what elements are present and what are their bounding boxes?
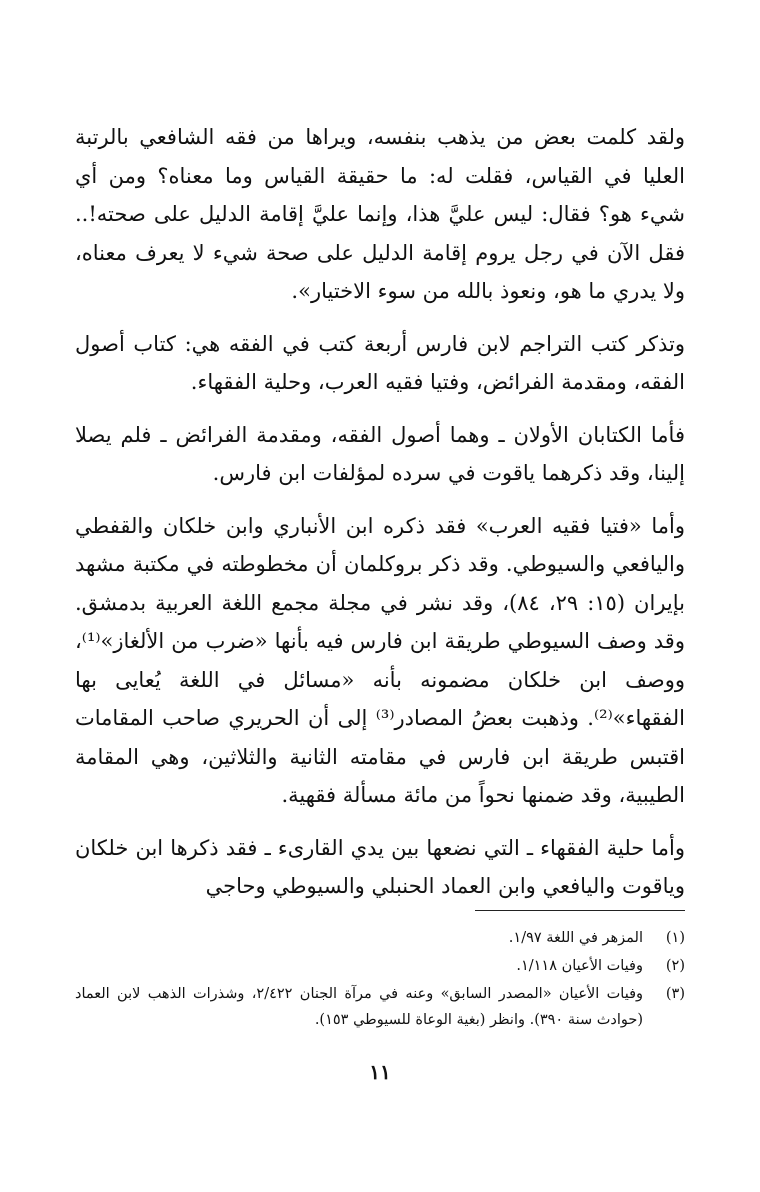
footnote-number: (٢): [665, 958, 685, 974]
page-number: ١١: [369, 1060, 391, 1084]
paragraph-4: وأما «فتيا فقيه العرب» فقد ذكره ابن الأنباري وابن خلكان والقفطي واليافعي والسيوطي. وقد ذكر بروكلمان أن مخطوطته في مكتبة مشهد بإيران (١٥: ٢٩، ٨٤)، وقد نشر في مجلة مجمع اللغة العربية بدمشق. وقد وصف السيوطي طريقة ابن فارس فيه بأنها «ضرب من الألغاز»⁽¹⁾، ووصف ابن خلكان مضمونه بأنه «مسائل في اللغة يُعايى بها الفقهاء»⁽²⁾. وذهبت بعضُ المصادر⁽³⁾ إلى أن الحريري صاحب المقامات اقتبس طريقة ابن فارس في مقامته الثانية والثلاثين، وهي المقامة الطيبية، وقد ضمنها نحواً من مائة مسألة فقهية.: [75, 513, 685, 807]
footnotes: [75, 925, 685, 1035]
footnote-divider: [475, 910, 685, 911]
footnote-2: [75, 953, 685, 979]
paragraph-5: وأما حلية الفقهاء ـ التي نضعها بين يدي القارىء ـ فقد ذكرها ابن خلكان وياقوت واليافعي وابن العماد الحنبلي والسيوطي وحاجي: [75, 835, 685, 898]
footnote-1: [75, 925, 685, 951]
footnote-text: وفيات الأعيان ١/١١٨.: [516, 958, 643, 974]
footnote-text: وفيات الأعيان «المصدر السابق» وعنه في مرآة الجنان ٢/٤٢٢، وشذرات الذهب لابن العماد (حوادث سنة ٣٩٠). وانظر (بغية الوعاة للسيوطي ١٥٣).: [75, 986, 643, 1028]
footnote-number: (٣): [665, 986, 685, 1002]
main-text: [75, 118, 685, 920]
paragraph-1: ولقد كلمت بعض من يذهب بنفسه، ويراها من فقه الشافعي بالرتبة العليا في القياس، فقلت له: ما حقيقة القياس وما معناه؟ ومن أي شيء هو؟ فقال: ليس عليَّ هذا، وإنما عليَّ إقامة الدليل على صحته!.. فقل الآن في رجل يروم إقامة الدليل على صحة شيء لا يعرف معناه، ولا يدري ما هو، ونعوذ بالله من سوء الاختيار».: [75, 125, 685, 303]
footnote-3: [75, 981, 685, 1033]
footnote-text: المزهر في اللغة ١/٩٧.: [508, 930, 643, 946]
footnote-number: (١): [665, 930, 685, 946]
paragraph-2: وتذكر كتب التراجم لابن فارس أربعة كتب في الفقه هي: كتاب أصول الفقه، ومقدمة الفرائض، وفتيا فقيه العرب، وحلية الفقهاء.: [75, 331, 685, 394]
paragraph-3: فأما الكتابان الأولان ـ وهما أصول الفقه، ومقدمة الفرائض ـ فلم يصلا إلينا، وقد ذكرهما ياقوت في سرده لمؤلفات ابن فارس.: [75, 422, 685, 485]
